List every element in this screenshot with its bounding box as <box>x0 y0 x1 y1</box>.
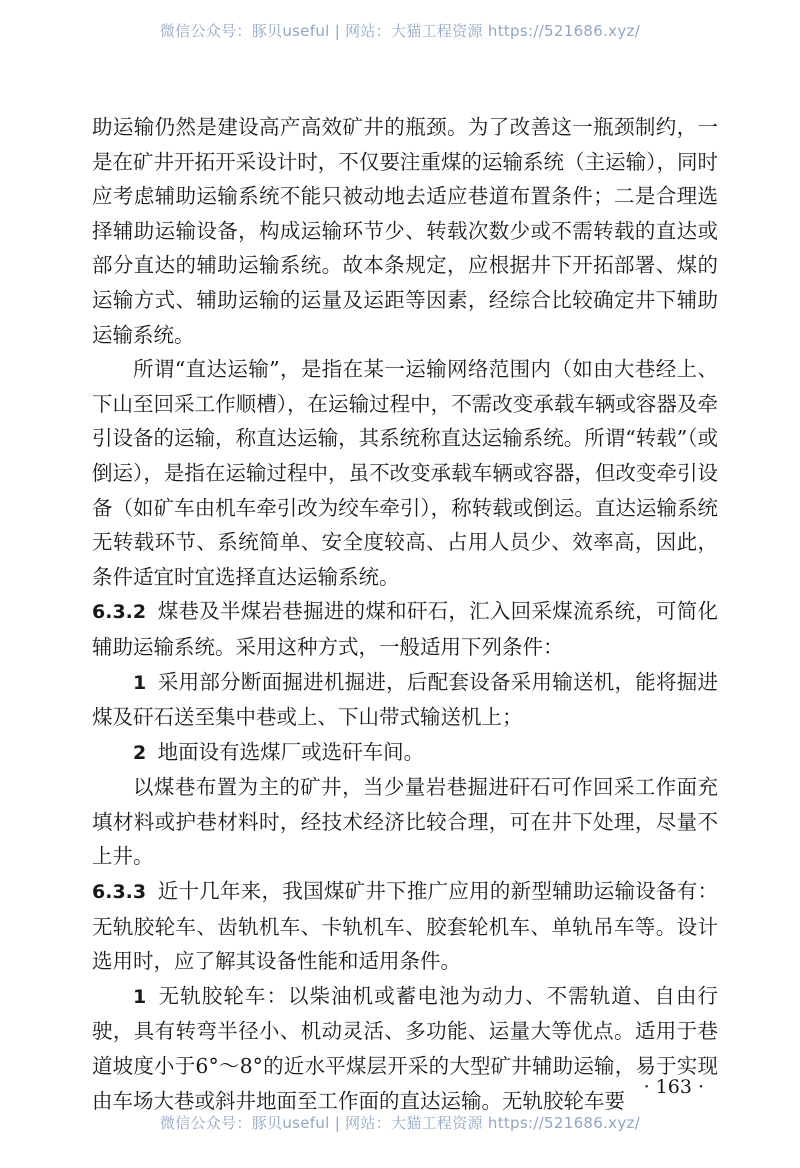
section-text: 煤巷及半煤岩巷掘进的煤和矸石，汇入回采煤流系统，可简化辅助运输系统。采用这种方式，一般适用下列条件： <box>92 599 718 659</box>
item-text: 无轨胶轮车：以柴油机或蓄电池为动力、不需轨道、自由行驶，具有转弯半径小、机动灵活、多功能、运量大等优点。适用于巷道坡度小于6°～8°的近水平煤层开采的大型矿井辅助运输，易于实现由车场大巷或斜井地面至工作面的直达运输。无轨胶轮车要 <box>92 983 718 1113</box>
item-number: 1 <box>133 671 147 694</box>
page-number: · 163 · <box>643 1076 704 1098</box>
paragraph-continuation: 助运输仍然是建设高产高效矿井的瓶颈。为了改善这一瓶颈制约，一是在矿井开拓开采设计时，不仅要注重煤的运输系统（主运输），同时应考虑辅助运输系统不能只被动地去适应巷道布置条件；二是合理选择辅助运输设备，构成运输环节少、转载次数少或不需转载的直达或部分直达的辅助运输系统。故本条规定，应根据井下开拓部署、煤的运输方式、辅助运输的运量及运距等因素，经综合比较确定井下辅助运输系统。 <box>92 115 718 347</box>
list-item <box>92 665 718 735</box>
paragraph-coal-roadway: 以煤巷布置为主的矿井，当少量岩巷掘进矸石可作回采工作面充填材料或护巷材料时，经技术经济比较合理，可在井下处理，尽量不上井。 <box>92 775 718 869</box>
item-text: 地面设有选煤厂或选矸车间。 <box>157 739 425 764</box>
item-text: 采用部分断面掘进机掘进，后配套设备采用输送机，能将掘进煤及矸石送至集中巷或上、下山带式输送机上； <box>92 669 718 730</box>
watermark-bottom: 微信公众号：豚贝useful | 网站：大猫工程资源 https://521686.xyz/ <box>159 1114 641 1132</box>
section-number: 6.3.3 <box>92 881 147 904</box>
section-text: 近十几年来，我国煤矿井下推广应用的新型辅助运输设备有：无轨胶轮车、齿轨机车、卡轨机车、胶套轮机车、单轨吊车等。设计选用时，应了解其设备性能和适用条件。 <box>92 879 718 974</box>
list-item <box>92 979 718 1118</box>
item-number: 1 <box>133 985 147 1008</box>
page-body <box>92 110 718 1118</box>
section-6-3-2 <box>92 594 718 664</box>
list-item <box>92 735 718 771</box>
section-number: 6.3.2 <box>92 601 147 624</box>
watermark-top: 微信公众号：豚贝useful | 网站：大猫工程资源 https://521686.xyz/ <box>159 22 641 40</box>
section-6-3-3 <box>92 874 718 979</box>
paragraph-direct-transport: 所谓“直达运输”，是指在某一运输网络范围内（如由大巷经上、下山至回采工作顺槽），在运输过程中，不需改变承载车辆或容器及牵引设备的运输，称直达运输，其系统称直达运输系统。所谓“转载”（或倒运），是指在运输过程中，虽不改变承载车辆或容器，但改变牵引设备（如矿车由机车牵引改为绞车牵引），称转载或倒运。直达运输系统无转载环节、系统简单、安全度较高、占用人员少、效率高，因此，条件适宜时宜选择直达运输系统。 <box>92 357 718 589</box>
item-number: 2 <box>133 741 147 764</box>
